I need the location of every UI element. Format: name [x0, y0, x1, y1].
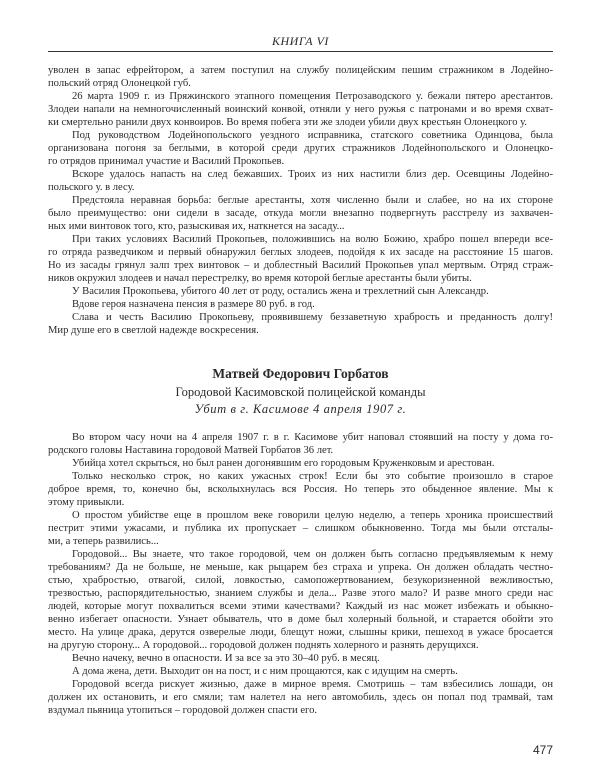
running-head: КНИГА VI [272, 34, 329, 48]
text-line: ми, а теперь развились... [48, 536, 159, 547]
text-line: этому привыкли. [48, 497, 125, 508]
text-line: вздумал пьяница утопиться – городовой должен спасти его. [48, 705, 318, 716]
text-line: Слава и честь Василию Прокопьеву, проявившему беззаветную храбрость и преданность долгу! [72, 312, 553, 323]
text-line: Но из засады грянул залп трех винтовок – и доблестный Василий Прокопьев упал мертвым. Отряд страж- [48, 260, 553, 271]
text-line: было преимущество: они сидели в засаде, откуда могли внезапно подвергнуть расстрелу из захвачен- [48, 208, 553, 219]
paragraph [48, 431, 553, 457]
text-line: место. На улице драка, дерутся озверелые люди, блещут ножи, слышны крики, пешеход в ужасе бросается [48, 627, 553, 638]
text-line: доброе время, то, конечно бы, всколыхнулась вся Россия. Но теперь это обыденное явление. Мы к [48, 484, 553, 495]
page-number: 477 [532, 743, 553, 757]
text-line: го отрядов принимал участие и Василий Прокопьев. [48, 156, 285, 167]
paragraph [48, 548, 553, 652]
text-line: Убийца хотел скрыться, но был ранен догонявшим его городовым Круженковым и арестован. [72, 458, 495, 469]
paragraph [48, 233, 553, 285]
header-rule [48, 51, 553, 52]
paragraph [48, 285, 553, 298]
text-line: ки смертельно ранили двух конвоиров. Во время побега эти же злодеи убили двух крестьян Олонецкого у. [48, 117, 528, 128]
text-line: А дома жена, дети. Выходит он на пост, и с ним прощаются, как с идущим на смерть. [72, 666, 458, 677]
text-line: стью, храбростью, отвагой, силой, ловкостью, самопожертвованием, безукоризненной вежливостью, [48, 575, 553, 586]
text-line: ных ими винтовок того, кто, разыскивая их, наткнется на засаду... [48, 221, 345, 232]
paragraph [48, 194, 553, 233]
text-line: венно избегает опасности. Узнает обыватель, что в доме был холерный больной, и старается обойти это [48, 614, 553, 625]
paragraph [48, 652, 553, 665]
paragraph [48, 509, 553, 548]
text-line: польский отряд Олонецкой губ. [48, 78, 191, 89]
text-line: Во втором часу ночи на 4 апреля 1907 г. в г. Касимове убит наповал стоявший на посту у дома го- [72, 432, 553, 443]
text-line: людей, которые могут похвалиться всеми этими качествами? Каждый из нас может избежать и обыкно- [48, 601, 553, 612]
text-line: 26 марта 1909 г. из Пряжинского этапного помещения Петрозаводского у. бежали пятеро арестантов. [72, 91, 553, 102]
text-line: Только несколько строк, но каких ужасных строк! Если бы это событие произошло в старое [72, 471, 553, 482]
text-line: Злодеи напали на немногочисленный воинский конвой, отняли у него ружья с патронами и во время схват- [48, 104, 553, 115]
paragraph [48, 168, 553, 194]
article-title: Матвей Федорович Горбатов [212, 366, 389, 381]
text-line: Мир душе его в светлой надежде воскресения. [48, 325, 259, 336]
text-line: трезвостью, распорядительностью, знанием службы и дела... Разве этого мало? И разве много среди нас [48, 588, 553, 599]
text-line: У Василия Прокопьева, убитого 40 лет от роду, остались жена и трехлетний сын Александр. [72, 286, 489, 297]
text-line: го отряда разведчиком и первый обнаружил беглых злодеев, подойдя к их засаде на расстояние 15 шагов. [48, 247, 553, 258]
article-body [48, 431, 553, 717]
paragraph [48, 298, 553, 311]
text-line: на другую сторону... А городовой... городовой должен поднять холерного и разнять дерущихся. [48, 640, 479, 651]
text-line: польского у. в лесу. [48, 182, 135, 193]
text-line: Городовой всегда рискует жизнью, даже в мирное время. Смотришь – там взбесились лошади, он [72, 679, 553, 690]
article-subtitle: Городовой Касимовской полицейской команды [175, 385, 426, 399]
text-line: Городовой... Вы знаете, что такое городовой, чем он должен быть согласно предъявляемым к нему [72, 549, 553, 560]
text-line: Предстояла неравная борьба: беглые арестанты, хотя численно были и слабее, но на их стороне [72, 195, 553, 206]
text-line: требованиям? Да не больше, не меньше, как рыцарем без страха и упрека. Он должен обладать честно- [48, 562, 553, 573]
text-line: Вечно начеку, вечно в опасности. И за все за это 30–40 руб. в месяц. [72, 653, 380, 664]
text-line: должен их остановить, и его смяли; там налетел на него автомобиль, здесь он попал под трамвай, там [48, 692, 553, 703]
text-line: Под руководством Лодейнопольского уездного исправника, статского советника Одинцова, была [72, 130, 553, 141]
text-line: ников окружил злодеев и начал перестрелку, во время которой беглые арестанты были убиты. [48, 273, 472, 284]
text-line: О простом убийстве еще в прошлом веке говорили целую неделю, а теперь хроника происшествий [72, 510, 553, 521]
previous-article-text [48, 64, 553, 337]
text-line: Вдове героя назначена пенсия в размере 80 руб. в год. [72, 299, 315, 310]
paragraph [48, 665, 553, 678]
text-line: организована погоня за беглыми, в которой среди других стражников Лодейнопольского и Олонецко- [48, 143, 553, 154]
text-line: При таких условиях Василий Прокопьев, положившись на волю Божию, храбро пошел впереди все- [72, 234, 553, 245]
paragraph [48, 90, 553, 129]
article-death-note: Убит в г. Касимове 4 апреля 1907 г. [194, 402, 407, 416]
paragraph [48, 129, 553, 168]
text-line: уволен в запас ефрейтором, а затем поступил на службу полицейским пешим стражником в Лодейно- [48, 65, 553, 76]
text-line: пестрит этими ужасами, и публика их пропускает – слишком обыкновенно. Тогда мы были отсталы- [48, 523, 553, 534]
paragraph [48, 311, 553, 337]
paragraph [48, 64, 553, 90]
text-line: Вскоре удалось напасть на след бежавших. Троих из них настигли близ дер. Осевщины Лодейно- [72, 169, 553, 180]
text-line: родского головы Наставина городовой Матвей Горбатов 36 лет. [48, 445, 334, 456]
paragraph [48, 470, 553, 509]
paragraph [48, 678, 553, 717]
paragraph [48, 457, 553, 470]
